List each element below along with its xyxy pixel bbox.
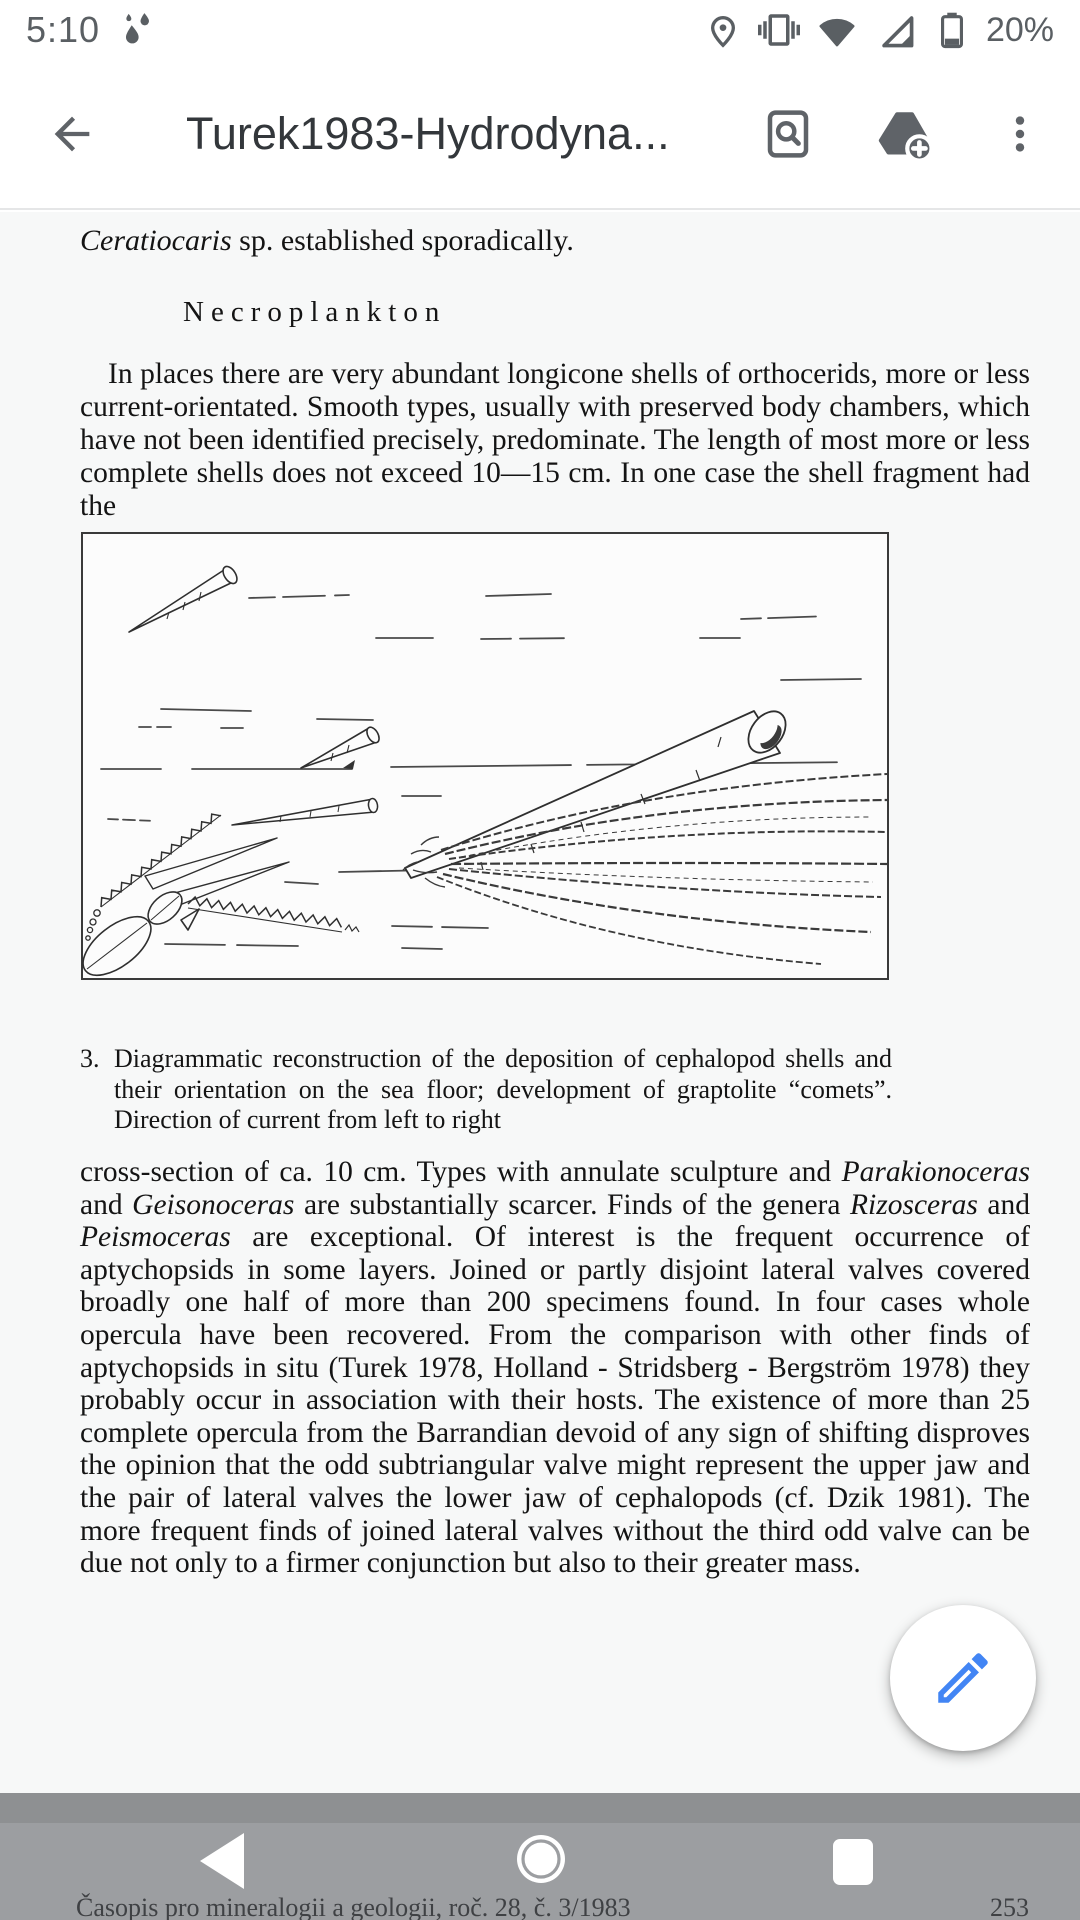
page-footer <box>0 1893 1080 1920</box>
back-arrow-icon <box>46 108 98 160</box>
nav-recents-button[interactable] <box>831 1837 875 1887</box>
figure-caption-number: 3. <box>80 1044 100 1073</box>
pdf-page[interactable] <box>0 212 1080 1793</box>
page-number: 253 <box>990 1893 1029 1920</box>
figure-3-illustration <box>81 532 889 980</box>
figure-drawing <box>81 532 889 980</box>
overflow-menu-icon <box>997 111 1043 157</box>
section-heading: Necroplankton <box>183 296 447 328</box>
battery-icon <box>933 8 971 52</box>
android-nav-bar <box>0 1793 1080 1920</box>
edit-pencil-icon <box>930 1645 996 1711</box>
nav-back-button[interactable] <box>196 1831 248 1891</box>
journal-citation: Časopis pro mineralogii a geologii, roč. 28, č. 3/1983 <box>76 1893 631 1920</box>
find-in-document-button[interactable] <box>758 104 818 164</box>
paragraph-continuation: Ceratiocaris sp. established sporadically. <box>80 224 574 257</box>
status-bar <box>0 0 1080 60</box>
find-in-page-icon <box>761 107 815 161</box>
paragraph-2: cross-section of ca. 10 cm. Types with annulate sculpture and Parakionoceras and Geisonoceras are substantially scarcer. Finds of the genera Rizosceras and Peismoceras are exceptional. Of interest is the frequent occurrence of aptychopsids in some layers. Joined or partly disjoint lateral valves covered broadly one half of more than 200 specimens found. In four cases whole opercula have been recovered. From the comparison with other finds of aptychopsids in situ (Turek 1978, Holland - Stridsberg - Bergström 1978) they probably occur in association with their hosts. The existence of more than 25 complete opercula from the Barrandian devoid of any sign of shifting disproves the opinion that the odd subtriangular valve might represent the upper jaw and the pair of lateral valves the lower jaw of cephalopods (cf. Dzik 1981). The more frequent finds of joined lateral valves without the third odd valve can be due not only to a firmer conjunction but also to their greater mass. <box>80 1156 1031 1580</box>
paragraph-1: In places there are very abundant longicone shells of orthocerids, more or less current-orientated. Smooth types, usually with preserved body chambers, which have not been identified precisely, predominate. The length of most more or less complete shells does not exceed 10—15 cm. In one case the shell fragment had the <box>80 358 1030 522</box>
add-to-drive-button[interactable] <box>874 104 934 164</box>
cell-signal-icon <box>874 8 918 52</box>
figure-caption-text: Diagrammatic reconstruction of the deposition of cephalopod shells and their orientation on the sea floor; development of graptolite “comets”. Direction of current from left to right <box>114 1044 892 1134</box>
app-toolbar <box>0 60 1080 210</box>
page-gap-strip <box>0 1793 1080 1823</box>
location-pin-icon <box>703 10 743 50</box>
battery-percent: 20% <box>985 10 1054 49</box>
vibrate-icon <box>758 9 800 51</box>
add-to-drive-icon <box>876 106 932 162</box>
status-time: 5:10 <box>26 9 101 50</box>
wifi-icon <box>815 8 859 52</box>
figure-caption <box>80 1044 892 1136</box>
back-button[interactable] <box>42 104 102 164</box>
edit-fab-button[interactable] <box>890 1605 1036 1751</box>
nav-home-button[interactable] <box>514 1832 568 1886</box>
document-title: Turek1983-Hydrodyna... <box>186 108 670 159</box>
rain-icon <box>116 7 162 53</box>
overflow-menu-button[interactable] <box>990 104 1050 164</box>
